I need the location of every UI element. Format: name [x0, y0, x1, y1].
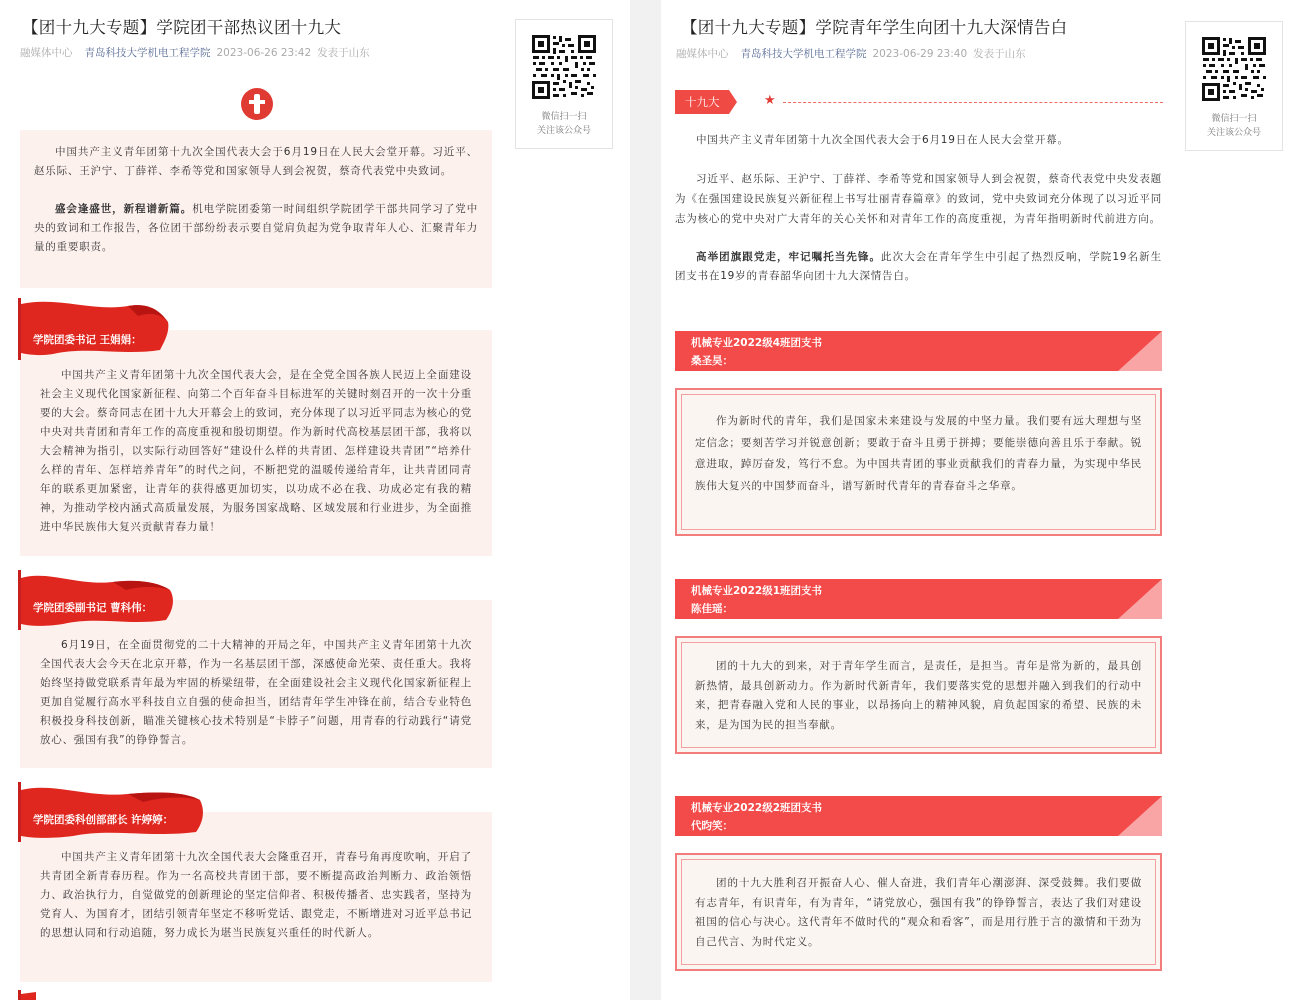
member-banner-2: [675, 579, 1162, 619]
banner-corner: [1118, 331, 1162, 371]
member-name-3: 代昀笑：: [691, 820, 733, 832]
intro-rest: 此次大会在青年学生中引起了热烈反响，学院19名新生团支书在19岁的青春韶华向团十九大深情告白。: [675, 251, 1162, 282]
qr-caption-line1: 微信扫一扫: [541, 112, 587, 122]
qr-caption-line2: 关注该公众号: [536, 126, 591, 136]
article-meta: [20, 45, 376, 60]
intro-bold-lead: 盛会逢盛世，新程谱新篇。: [55, 203, 193, 215]
qr-code-icon: [1201, 36, 1267, 102]
meta-datetime: 2023-06-29 23:40: [872, 48, 968, 60]
meta-source: 融媒体中心: [20, 47, 73, 59]
account-name-link[interactable]: 青岛科技大学机电工程学院: [84, 47, 211, 59]
intro-rest: 机电学院团委第一时间组织学院团学干部共同学习了党中央的致词和工作报告，各位团干部纷纷表示要自觉肩负起为党争取青年人心、汇聚青年力量的重要职责。: [34, 203, 478, 253]
member-text-3: 团的十九大胜利召开振奋人心、催人奋进，我们青年心潮澎湃、深受鼓舞。我们要做有志青年，有识青年，有为青年，“请党放心，强国有我”的铮铮誓言，表达了我们对建设祖国的信心与决心。这代青年不做时代的“观众和看客”，而是用行胜于言的激情和干劲为自己代言、为时代定义。: [695, 877, 1142, 948]
section-2-label: 学院团委副书记 曹科伟：: [33, 602, 153, 614]
qr-caption: [516, 110, 612, 138]
banner-corner: [1118, 796, 1162, 836]
qr-code-icon: [531, 34, 597, 100]
dashed-divider: [783, 102, 1163, 103]
member-heading-2: [691, 582, 822, 618]
tag-label: 十九大: [685, 95, 720, 109]
section-3-text: 中国共产主义青年团第十九次全国代表大会隆重召开，青春号角再度吹响，开启了共青团全新青春历程。作为一名高校共青团干部，要不断提高政治判断力、政治领悟力、政治执行力，自觉做党的创新理论的坚定信仰者、积极传播者、忠实践者，坚持为党育人、为国育才，团结引领青年坚定不移听党话、跟党走，不断增进对习近平总书记的思想认同和行动追随，努力成长为堪当民族复兴重任的时代新人。: [40, 851, 472, 939]
meta-source: 融媒体中心: [676, 48, 729, 60]
member-name-1: 桑圣昊：: [691, 355, 733, 367]
member-class-3: 机械专业2022级2班团支书: [691, 802, 823, 814]
intro-paragraph-2: 习近平、赵乐际、王沪宁、丁薛祥、李希等党和国家领导人到会祝贺，蔡奇代表党中央发表题为《在强国建设民族复兴新征程上书写壮丽青春篇章》的致词，党中央致词充分体现了以习近平同志为核心的党中央对广大青年的关心关怀和对青年工作的高度重视，为青年指明新时代前进方向。: [675, 173, 1162, 225]
intro-paragraph-1: 中国共产主义青年团第十九次全国代表大会于6月19日在人民大会堂开幕。: [696, 134, 1069, 146]
left-article: [0, 0, 630, 1000]
right-article: [661, 0, 1314, 1000]
qr-caption-line2: 关注该公众号: [1206, 128, 1261, 138]
section-1-label: 学院团委书记 王娟娟：: [33, 334, 142, 346]
article-meta: [676, 46, 1032, 61]
member-text-2: 团的十九大的到来，对于青年学生而言，是责任，是担当。青年是常为新的，最具创新热情，最具创新动力。作为新时代新青年，我们要落实党的思想并融入到我们的行动中来，把青春融入党和人民的事业，以昂扬向上的精神风貌，肩负起国家的希望、民族的未来，是为国为民的担当奉献。: [695, 660, 1142, 731]
account-name-link[interactable]: 青岛科技大学机电工程学院: [740, 48, 867, 60]
member-card-2: [675, 636, 1162, 754]
article-title: 【团十九大专题】学院团干部热议团十九大: [22, 18, 342, 37]
member-heading-3: [691, 799, 822, 835]
member-banner-1: [675, 331, 1162, 371]
qr-caption-line1: 微信扫一扫: [1211, 114, 1257, 124]
section-3-label: 学院团委科创部部长 许婷婷：: [33, 814, 174, 826]
member-card-3: [675, 853, 1162, 971]
intro-box: [20, 130, 492, 288]
section-box-1: [20, 330, 492, 556]
section-2-text: 6月19日，在全面贯彻党的二十大精神的开局之年，中国共产主义青年团第十九次全国代表大会今天在北京开幕，作为一名基层团干部，深感使命光荣、责任重大。我将始终坚持做党联系青年最为牢固的桥梁纽带，在全面建设社会主义现代化国家新征程上更加自觉履行高水平科技自立自强的使命担当，团结青年学生冲锋在前，结合专业特色积极投身科技创新，瞄准关键核心技术特别是“卡脖子”问题，用青春的行动践行“请党放心、强国有我”的铮铮誓言。: [40, 639, 472, 746]
qr-card[interactable]: [1185, 21, 1283, 151]
section-1-text: 中国共产主义青年团第十九次全国代表大会，是在全党全国各族人民迈上全面建设社会主义现代化国家新征程、向第二个百年奋斗目标进军的关键时刻召开的一次十分重要的大会。蔡奇同志在团十九大开幕会上的致词，充分体现了以习近平同志为核心的党中央对共青团和青年工作的高度重视和殷切期望。作为新时代高校基层团干部，我将以大会精神为指引，以实际行动回答好“建设什么样的共青团、怎样建设共青团”“培养什么样的青年、怎样培养青年”的时代之问，不断把党的温暖传递给青年，让共青团同青年的联系更加紧密，让青年的获得感更加切实，以功成不必在我、功成必定有我的精神，为推动学校内涵式高质量发展，为服务国家战略、区域发展和行业进步，为全面推进中华民族伟大复兴贡献青春力量！: [40, 369, 472, 533]
member-text-1: 作为新时代的青年，我们是国家未来建设与发展的中坚力量。我们要有远大理想与坚定信念；要刻苦学习并锐意创新；要敢于奋斗且勇于拼搏；要能崇德向善且乐于奉献。锐意进取，踔厉奋发，笃行不怠。为中国共青团的事业贡献我们的青春力量，为实现中华民族伟大复兴的中国梦而奋斗，谱写新时代青年的青春奋斗之华章。: [695, 415, 1142, 492]
member-class-1: 机械专业2022级4班团支书: [691, 337, 823, 349]
member-name-2: 陈佳瑶：: [691, 603, 733, 615]
red-flag-banner-1: [18, 298, 178, 360]
meta-datetime: 2023-06-26 23:42: [216, 47, 312, 59]
intro-text: [675, 131, 1162, 286]
article-title: 【团十九大专题】学院青年学生向团十九大深情告白: [681, 18, 1068, 37]
qr-card[interactable]: [515, 19, 613, 149]
qr-caption: [1186, 112, 1282, 140]
member-heading-1: [691, 334, 822, 370]
next-flag-tip: [18, 990, 38, 1000]
member-banner-3: [675, 796, 1162, 836]
star-icon: ★: [764, 93, 776, 108]
intro-paragraph-3: [675, 248, 1162, 286]
intro-bold-lead: 高举团旗跟党走，牢记嘱托当先锋。: [696, 251, 882, 263]
member-card-1: [675, 388, 1162, 536]
member-class-2: 机械专业2022级1班团支书: [691, 585, 823, 597]
torch-emblem-icon: [241, 88, 273, 120]
banner-corner: [1118, 579, 1162, 619]
meta-location: 发表于山东: [973, 48, 1026, 60]
intro-paragraph-1: 中国共产主义青年团第十九次全国代表大会于6月19日在人民大会堂开幕。习近平、赵乐际、王沪宁、丁薛祥、李希等党和国家领导人到会祝贺，蔡奇代表党中央致词。: [34, 146, 478, 177]
intro-paragraph-2: [34, 200, 478, 257]
meta-location: 发表于山东: [317, 47, 370, 59]
